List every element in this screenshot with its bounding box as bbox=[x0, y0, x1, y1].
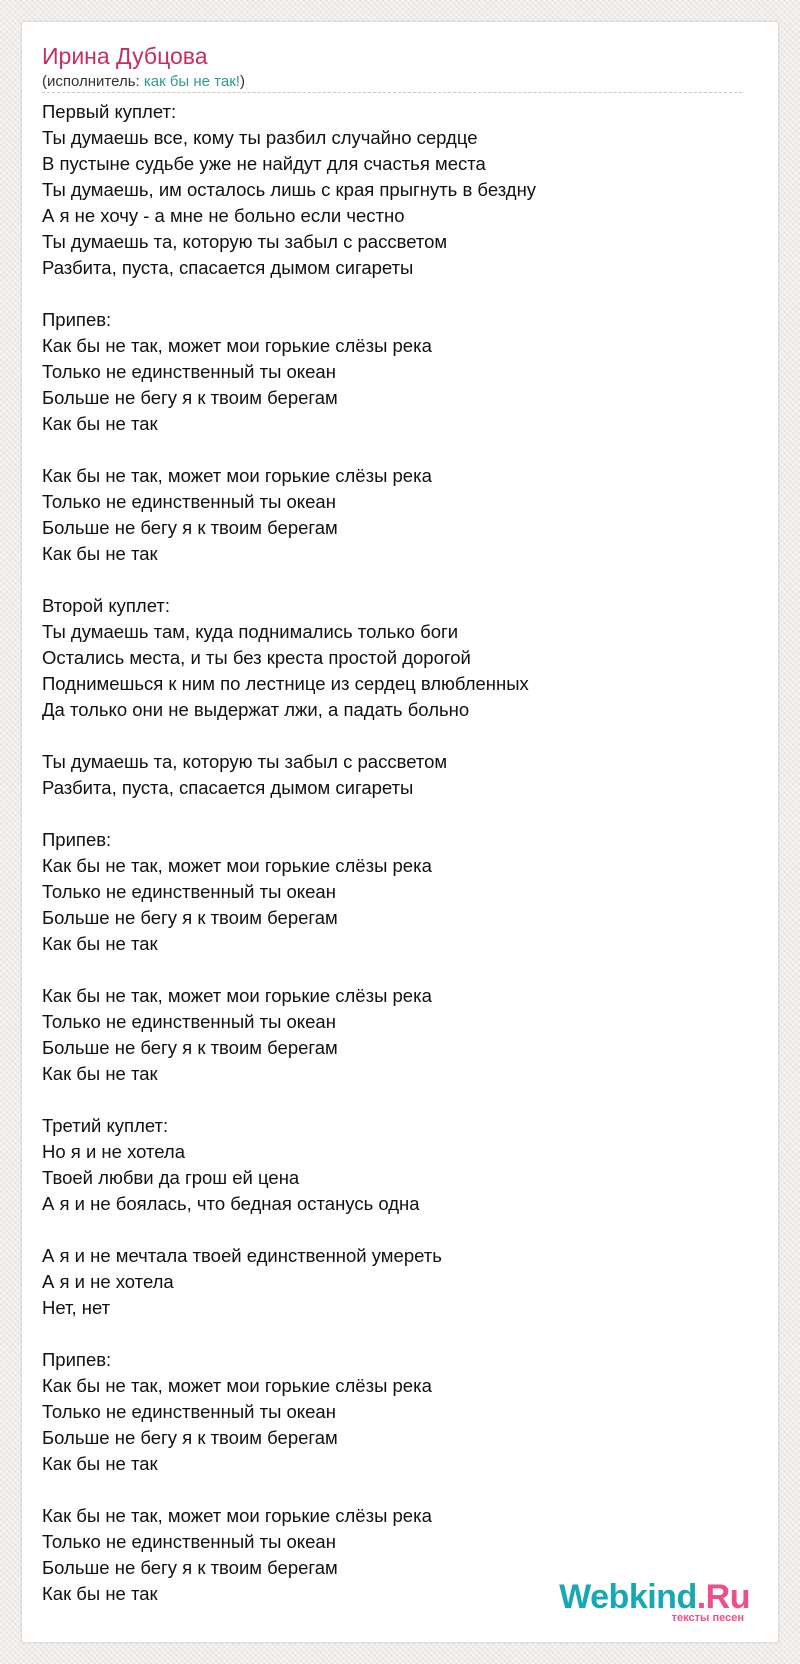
lyric-line: Как бы не так bbox=[42, 413, 158, 434]
lyric-line: Ты думаешь та, которую ты забыл с рассветом bbox=[42, 751, 448, 772]
lyrics-stanza bbox=[42, 593, 758, 723]
lyric-line: Ты думаешь там, куда поднимались только боги bbox=[42, 621, 459, 642]
performer-line bbox=[42, 72, 758, 92]
lyric-line: Ты думаешь, им осталось лишь с края прыгнуть в бездну bbox=[42, 179, 537, 200]
lyric-line: Разбита, пуста, спасается дымом сигареты bbox=[42, 777, 414, 798]
lyric-line: Как бы не так bbox=[42, 933, 158, 954]
lyrics-stanza bbox=[42, 463, 758, 567]
lyric-line: Только не единственный ты океан bbox=[42, 1531, 336, 1552]
lyric-line: Остались места, и ты без креста простой дорогой bbox=[42, 647, 471, 668]
logo-tld: .Ru bbox=[696, 1578, 750, 1616]
lyric-line: А я не хочу - а мне не больно если честно bbox=[42, 205, 405, 226]
lyric-line: А я и не мечтала твоей единственной умереть bbox=[42, 1245, 442, 1266]
lyric-line: Как бы не так bbox=[42, 1063, 158, 1084]
lyric-line: В пустыне судьбе уже не найдут для счастья места bbox=[42, 153, 486, 174]
webkind-logo[interactable] bbox=[559, 1580, 750, 1624]
lyric-line: Третий куплет: bbox=[42, 1115, 169, 1136]
lyric-line: Больше не бегу я к твоим берегам bbox=[42, 1427, 338, 1448]
lyric-line: Твоей любви да грош ей цена bbox=[42, 1167, 300, 1188]
lyrics-stanza bbox=[42, 307, 758, 437]
lyrics-page bbox=[22, 22, 778, 1642]
lyric-line: Как бы не так bbox=[42, 1453, 158, 1474]
lyrics-stanza bbox=[42, 983, 758, 1087]
lyric-line: Больше не бегу я к твоим берегам bbox=[42, 907, 338, 928]
performer-prefix: (исполнитель: bbox=[42, 73, 144, 90]
lyric-line: Только не единственный ты океан bbox=[42, 361, 336, 382]
header-divider bbox=[42, 92, 742, 93]
lyrics-stanza bbox=[42, 827, 758, 957]
lyric-line: Как бы не так, может мои горькие слёзы река bbox=[42, 1505, 432, 1526]
lyric-line: Как бы не так, может мои горькие слёзы река bbox=[42, 985, 432, 1006]
lyric-line: Ты думаешь все, кому ты разбил случайно сердце bbox=[42, 127, 478, 148]
song-header bbox=[42, 42, 758, 92]
performer-suffix: ) bbox=[239, 73, 245, 90]
lyric-line: А я и не хотела bbox=[42, 1271, 174, 1292]
lyric-line: Ты думаешь та, которую ты забыл с рассветом bbox=[42, 231, 448, 252]
lyric-line: Как бы не так, может мои горькие слёзы река bbox=[42, 465, 432, 486]
lyric-line: Больше не бегу я к твоим берегам bbox=[42, 387, 338, 408]
lyric-line: А я и не боялась, что бедная останусь одна bbox=[42, 1193, 420, 1214]
lyric-line: Разбита, пуста, спасается дымом сигареты bbox=[42, 257, 414, 278]
lyrics-stanza bbox=[42, 99, 758, 281]
lyric-line: Больше не бегу я к твоим берегам bbox=[42, 517, 338, 538]
lyric-line: Припев: bbox=[42, 829, 112, 850]
lyric-line: Да только они не выдержат лжи, а падать больно bbox=[42, 699, 470, 720]
lyric-line: Как бы не так, может мои горькие слёзы река bbox=[42, 855, 432, 876]
lyric-line: Больше не бегу я к твоим берегам bbox=[42, 1557, 338, 1578]
lyric-line: Как бы не так, может мои горькие слёзы река bbox=[42, 335, 432, 356]
lyric-line: Только не единственный ты океан bbox=[42, 881, 336, 902]
lyric-line: Как бы не так bbox=[42, 1583, 158, 1604]
logo-wordmark bbox=[559, 1580, 750, 1614]
lyric-line: Как бы не так bbox=[42, 543, 158, 564]
song-link[interactable]: как бы не так! bbox=[143, 73, 240, 90]
lyric-line: Второй куплет: bbox=[42, 595, 170, 616]
lyric-line: Больше не бегу я к твоим берегам bbox=[42, 1037, 338, 1058]
lyrics-stanza bbox=[42, 1113, 758, 1217]
lyric-line: Как бы не так, может мои горькие слёзы река bbox=[42, 1375, 432, 1396]
lyric-line: Только не единственный ты океан bbox=[42, 1401, 336, 1422]
artist-title: Ирина Дубцова bbox=[42, 43, 208, 69]
logo-tagline: тексты песен bbox=[671, 1612, 744, 1624]
logo-name: Webkind bbox=[559, 1578, 697, 1616]
lyric-line: Только не единственный ты океан bbox=[42, 491, 336, 512]
lyric-line: Первый куплет: bbox=[42, 101, 177, 122]
lyrics-stanza bbox=[42, 1243, 758, 1321]
lyrics-body bbox=[42, 99, 758, 1607]
lyric-line: Припев: bbox=[42, 1349, 112, 1370]
lyrics-stanza bbox=[42, 1347, 758, 1477]
lyric-line: Поднимешься к ним по лестнице из сердец влюбленных bbox=[42, 673, 529, 694]
lyric-line: Только не единственный ты океан bbox=[42, 1011, 336, 1032]
lyric-line: Припев: bbox=[42, 309, 112, 330]
lyric-line: Нет, нет bbox=[42, 1297, 111, 1318]
lyric-line: Но я и не хотела bbox=[42, 1141, 186, 1162]
lyrics-stanza bbox=[42, 749, 758, 801]
